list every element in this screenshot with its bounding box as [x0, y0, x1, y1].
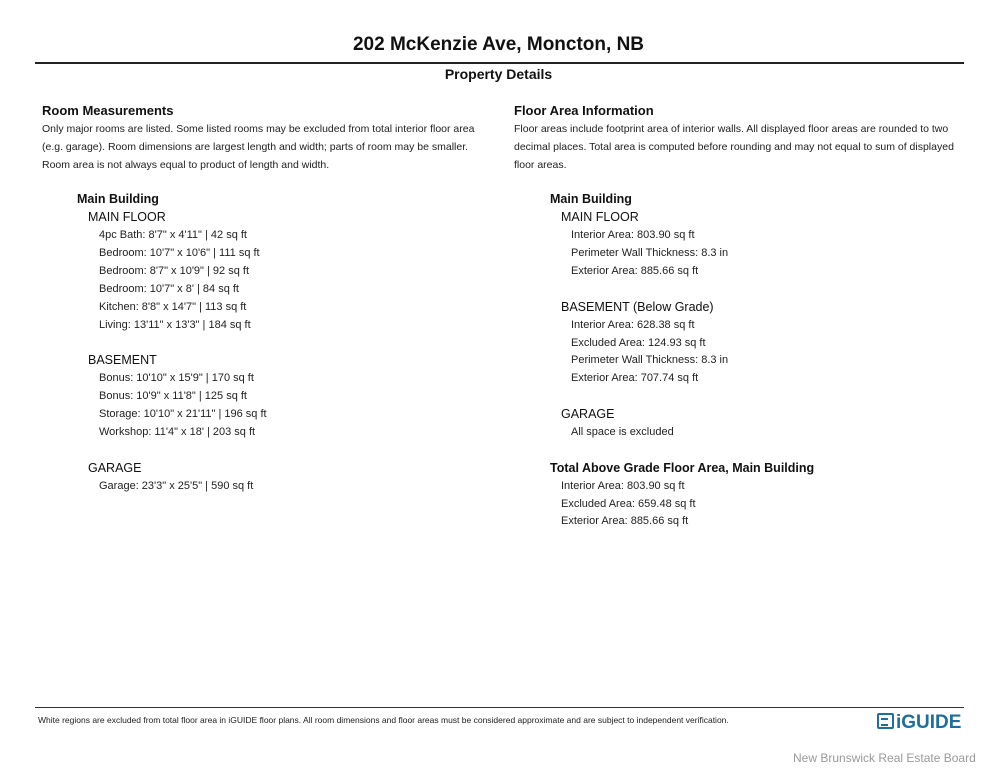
room-row: Living: 13'11" x 13'3" | 184 sq ft [99, 319, 251, 331]
left-basement-label: BASEMENT [88, 353, 157, 367]
left-building-label: Main Building [77, 192, 159, 206]
area-row: Perimeter Wall Thickness: 8.3 in [571, 354, 729, 366]
room-row: 4pc Bath: 8'7" x 4'11" | 42 sq ft [99, 229, 247, 241]
room-row: Bedroom: 10'7" x 8' | 84 sq ft [99, 283, 239, 295]
footer-disclaimer: White regions are excluded from total floor area in iGUIDE floor plans. All room dimensions and floor areas must be considered approximate and are subject to independent verification. [38, 715, 729, 725]
area-row: Excluded Area: 659.48 sq ft [561, 498, 696, 510]
room-row: Bedroom: 10'7" x 10'6" | 111 sq ft [99, 247, 260, 259]
note-line: decimal places. Total area is computed before rounding and may not equal to sum of displayed [514, 141, 954, 153]
total-area-label: Total Above Grade Floor Area, Main Building [550, 461, 815, 475]
title-divider [35, 62, 964, 64]
iguide-logo-icon [877, 713, 894, 729]
area-row: Interior Area: 803.90 sq ft [561, 480, 685, 492]
note-line: Room area is not always equal to product of length and width. [42, 159, 330, 171]
iguide-logo [877, 712, 961, 734]
room-measurements-heading: Room Measurements [42, 103, 174, 118]
room-row: Garage: 23'3" x 25'5" | 590 sq ft [99, 480, 254, 492]
page-subtitle: Property Details [444, 66, 553, 82]
page-title: 202 McKenzie Ave, Moncton, NB [352, 34, 645, 55]
area-row: Exterior Area: 885.66 sq ft [571, 265, 699, 277]
note-line: floor areas. [514, 159, 567, 171]
area-row: All space is excluded [571, 426, 674, 438]
room-measurements-note [42, 120, 474, 174]
left-garage-label: GARAGE [88, 461, 142, 475]
footer-divider [35, 707, 964, 708]
room-row: Storage: 10'10" x 21'11" | 196 sq ft [99, 408, 267, 420]
board-watermark: New Brunswick Real Estate Board [793, 751, 976, 765]
right-main-floor-label: MAIN FLOOR [561, 210, 639, 224]
floor-area-heading: Floor Area Information [514, 103, 654, 118]
area-row: Interior Area: 628.38 sq ft [571, 319, 695, 331]
right-basement-label: BASEMENT (Below Grade) [561, 300, 714, 314]
room-row: Bedroom: 8'7" x 10'9" | 92 sq ft [99, 265, 250, 277]
room-row: Workshop: 11'4" x 18' | 203 sq ft [99, 426, 256, 438]
floor-area-note [514, 120, 954, 174]
right-garage-label: GARAGE [561, 407, 615, 421]
note-line: (e.g. garage). Room dimensions are largest length and width; parts of room may be smaller. [42, 141, 469, 153]
room-row: Bonus: 10'10" x 15'9" | 170 sq ft [99, 372, 254, 384]
right-building-label: Main Building [550, 192, 632, 206]
area-row: Perimeter Wall Thickness: 8.3 in [571, 247, 729, 259]
room-row: Kitchen: 8'8" x 14'7" | 113 sq ft [99, 301, 247, 313]
area-row: Exterior Area: 885.66 sq ft [561, 515, 689, 527]
note-line: Floor areas include footprint area of interior walls. All displayed floor areas are rounded to two [514, 123, 949, 135]
left-main-floor-label: MAIN FLOOR [88, 210, 166, 224]
iguide-logo-text: iGUIDE [896, 712, 962, 733]
area-row: Exterior Area: 707.74 sq ft [571, 372, 699, 384]
area-row: Interior Area: 803.90 sq ft [571, 229, 695, 241]
note-line: Only major rooms are listed. Some listed rooms may be excluded from total interior floor area [42, 123, 475, 135]
area-row: Excluded Area: 124.93 sq ft [571, 337, 706, 349]
room-row: Bonus: 10'9" x 11'8" | 125 sq ft [99, 390, 247, 402]
